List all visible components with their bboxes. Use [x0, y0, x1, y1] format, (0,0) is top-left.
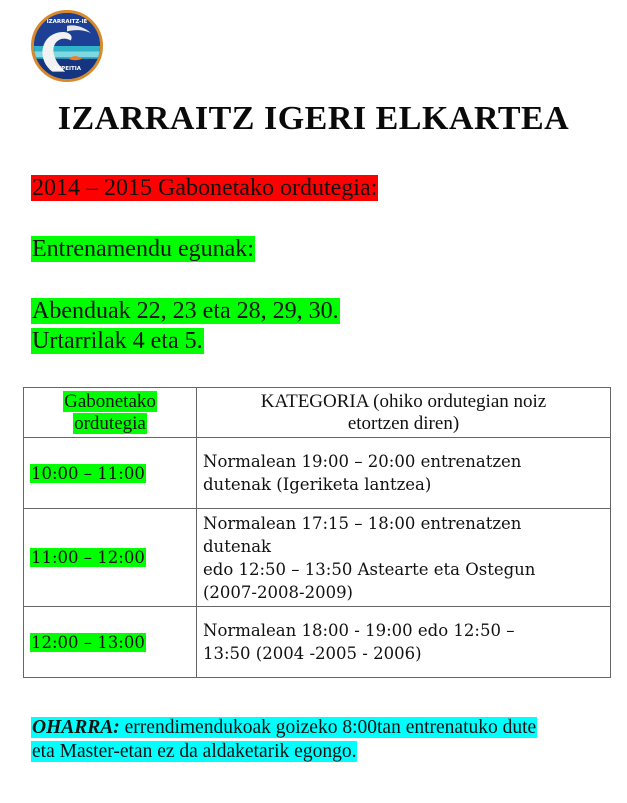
time-cell: 11:00 – 12:00 — [24, 509, 197, 607]
training-days-december: Abenduak 22, 23 eta 28, 29, 30. — [32, 298, 339, 324]
time-cell: 10:00 – 11:00 — [24, 438, 197, 509]
season-heading — [31, 173, 378, 203]
table-row — [24, 509, 611, 607]
schedule-table — [23, 387, 611, 678]
club-logo — [31, 10, 103, 82]
table-row — [24, 607, 611, 678]
category-cell: Normalean 19:00 – 20:00 entrenatzen dutenak (Igeriketa lantzea) — [197, 438, 611, 509]
time-cell: 12:00 – 13:00 — [24, 607, 197, 678]
training-days-january: Urtarrilak 4 eta 5. — [32, 328, 203, 354]
header-time: Gabonetako ordutegia — [24, 388, 197, 438]
note — [31, 716, 601, 764]
category-cell: Normalean 17:15 – 18:00 entrenatzen dutenak edo 12:50 – 13:50 Astearte eta Ostegun (2007-2008-2009) — [197, 509, 611, 607]
season-heading-text: 2014 – 2015 Gabonetako ordutegia: — [32, 175, 378, 201]
svg-text:AZPEITIA: AZPEITIA — [52, 65, 82, 72]
note-text-line2: eta Master-etan ez da aldaketarik egongo. — [32, 741, 357, 762]
header-category: KATEGORIA (ohiko ordutegian noiz etortzen diren) — [197, 388, 611, 438]
training-days-list — [31, 296, 340, 356]
table-row — [24, 438, 611, 509]
note-label: OHARRA: — [32, 717, 120, 738]
training-days-label — [31, 234, 255, 264]
table-header-row — [24, 388, 611, 438]
note-text-line1: errendimendukoak goizeko 8:00tan entrenatuko dute — [119, 717, 537, 738]
category-cell: Normalean 18:00 - 19:00 edo 12:50 – 13:50 (2004 -2005 - 2006) — [197, 607, 611, 678]
page-title: IZARRAITZ IGERI ELKARTEA — [57, 100, 570, 137]
swimming-club-logo-icon — [34, 13, 100, 79]
svg-text:IZARRAITZ-IE: IZARRAITZ-IE — [46, 19, 88, 26]
training-days-label-text: Entrenamendu egunak: — [32, 236, 254, 262]
